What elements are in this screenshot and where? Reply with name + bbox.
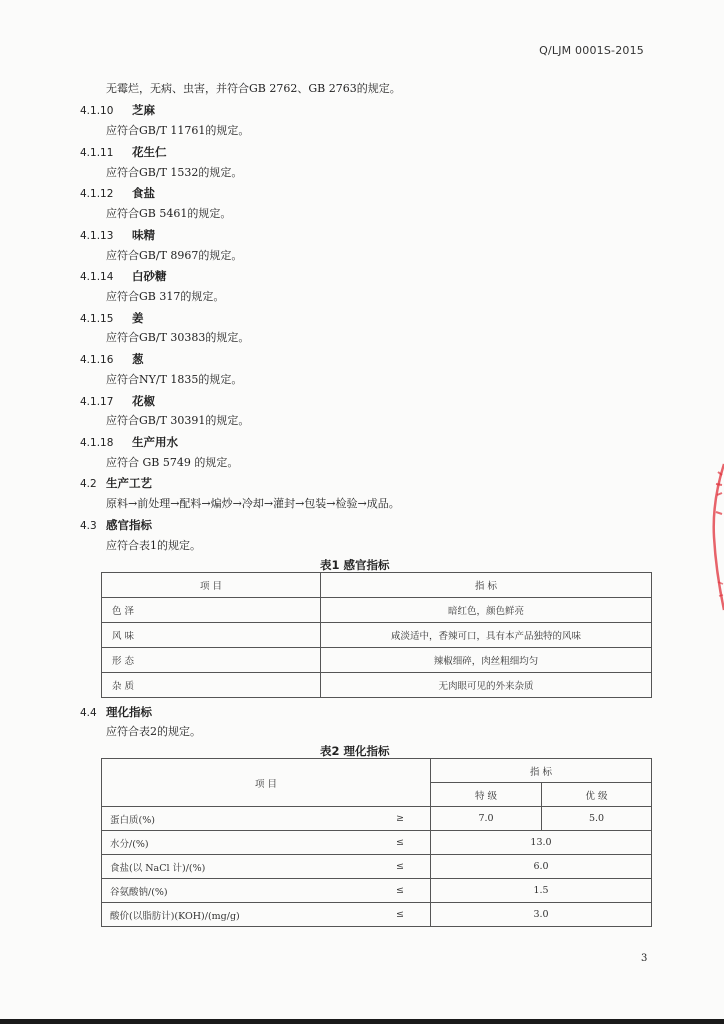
- document-code: Q/LJM 0001S-2015: [539, 44, 644, 57]
- section-text: 应符合NY/T 1835的规定。: [106, 373, 243, 386]
- section-number: 4.1.14: [80, 271, 114, 283]
- table-header-row: [102, 759, 652, 783]
- row-label: 风 味: [102, 623, 321, 648]
- section-4-1-15: [80, 311, 144, 326]
- section-text: 应符合GB/T 8967的规定。: [106, 249, 243, 262]
- section-text: 应符合GB/T 1532的规定。: [106, 166, 243, 179]
- sensory-table: [101, 572, 652, 698]
- section-number: 4.1.11: [80, 147, 114, 159]
- seal-stamp-fragment: [704, 462, 724, 612]
- row-value: 咸淡适中，香辣可口，具有本产品独特的风味: [321, 623, 652, 648]
- table-row: [102, 623, 652, 648]
- table-row: [102, 598, 652, 623]
- row-label: 谷氨酸钠/(%): [102, 879, 371, 903]
- process-flow-text: 原料→前处理→配料→煸炒→冷却→灌封→包装→检验→成品。: [106, 497, 400, 510]
- row-value-superior: 5.0: [542, 807, 652, 831]
- section-title: 葱: [132, 352, 144, 366]
- header-grade-superior: 优 级: [542, 783, 652, 807]
- table-row: [102, 831, 652, 855]
- row-value: 暗红色，颜色鲜亮: [321, 598, 652, 623]
- row-value-premium: 7.0: [431, 807, 542, 831]
- row-operator: ≤: [370, 831, 431, 855]
- section-4-1-18: [80, 435, 178, 450]
- section-4-1-17: [80, 394, 155, 409]
- row-value: 6.0: [431, 855, 652, 879]
- section-text: 应符合GB/T 11761的规定。: [106, 124, 250, 137]
- section-4-1-14: [80, 269, 167, 284]
- section-number: 4.1.15: [80, 313, 114, 325]
- section-title: 生产用水: [132, 435, 178, 449]
- header-grade-premium: 特 级: [431, 783, 542, 807]
- section-text: 应符合GB/T 30383的规定。: [106, 331, 250, 344]
- row-value: 1.5: [431, 879, 652, 903]
- row-operator: ≤: [370, 879, 431, 903]
- section-title: 感官指标: [106, 518, 152, 532]
- section-4-1-10: [80, 103, 155, 118]
- section-4-1-13: [80, 228, 155, 243]
- section-text: 应符合 GB 5749 的规定。: [106, 456, 239, 469]
- section-title: 花生仁: [132, 145, 167, 159]
- section-text: 应符合GB 317的规定。: [106, 290, 225, 303]
- table-row: [102, 648, 652, 673]
- header-index: 指 标: [321, 573, 652, 598]
- row-value: 无肉眼可见的外来杂质: [321, 673, 652, 698]
- row-value: 辣椒细碎，肉丝粗细均匀: [321, 648, 652, 673]
- page-number: 3: [641, 953, 648, 964]
- row-value: 3.0: [431, 903, 652, 927]
- section-title: 花椒: [132, 394, 155, 408]
- section-text: 应符合GB 5461的规定。: [106, 207, 232, 220]
- section-number: 4.1.16: [80, 354, 114, 366]
- table-row: [102, 673, 652, 698]
- section-4-4: [80, 705, 152, 720]
- row-label: 蛋白质(%): [102, 807, 371, 831]
- section-4-1-16: [80, 352, 144, 367]
- table-row: [102, 879, 652, 903]
- table1-caption: 表1 感官指标: [320, 558, 390, 572]
- section-number: 4.4: [80, 707, 97, 719]
- section-title: 食盐: [132, 186, 155, 200]
- row-operator: ≤: [370, 855, 431, 879]
- table-row: [102, 807, 652, 831]
- section-title: 味精: [132, 228, 155, 242]
- scan-edge: [0, 1019, 724, 1024]
- section-4-1-11: [80, 145, 167, 160]
- row-label: 食盐(以 NaCl 计)/(%): [102, 855, 371, 879]
- section-number: 4.1.13: [80, 230, 114, 242]
- row-label: 杂 质: [102, 673, 321, 698]
- row-label: 形 态: [102, 648, 321, 673]
- section-title: 生产工艺: [106, 476, 152, 490]
- section-4-3: [80, 518, 152, 533]
- section-title: 姜: [132, 311, 144, 325]
- section-4-1-12: [80, 186, 155, 201]
- section-text: 应符合表1的规定。: [106, 539, 201, 552]
- section-number: 4.1.17: [80, 396, 114, 408]
- header-item: 项 目: [102, 759, 431, 807]
- section-title: 芝麻: [132, 103, 155, 117]
- table2-caption: 表2 理化指标: [320, 744, 390, 758]
- header-index: 指 标: [431, 759, 652, 783]
- row-value: 13.0: [431, 831, 652, 855]
- section-title: 理化指标: [106, 705, 152, 719]
- table-row: [102, 855, 652, 879]
- section-number: 4.1.10: [80, 105, 114, 117]
- section-text: 应符合GB/T 30391的规定。: [106, 414, 250, 427]
- header-item: 项 目: [102, 573, 321, 598]
- table-header-row: [102, 573, 652, 598]
- section-4-2: [80, 476, 152, 491]
- row-label: 酸价(以脂肪计)(KOH)/(mg/g): [102, 903, 371, 927]
- row-operator: ≤: [370, 903, 431, 927]
- physicochemical-table: [101, 758, 652, 927]
- section-number: 4.3: [80, 520, 97, 532]
- section-text: 应符合表2的规定。: [106, 725, 201, 738]
- section-title: 白砂糖: [132, 269, 167, 283]
- section-number: 4.2: [80, 478, 97, 490]
- row-operator: ≥: [370, 807, 431, 831]
- section-number: 4.1.12: [80, 188, 114, 200]
- row-label: 水分/(%): [102, 831, 371, 855]
- table-row: [102, 903, 652, 927]
- row-label: 色 泽: [102, 598, 321, 623]
- continued-text: 无霉烂，无病、虫害，并符合GB 2762、GB 2763的规定。: [106, 82, 401, 95]
- section-number: 4.1.18: [80, 437, 114, 449]
